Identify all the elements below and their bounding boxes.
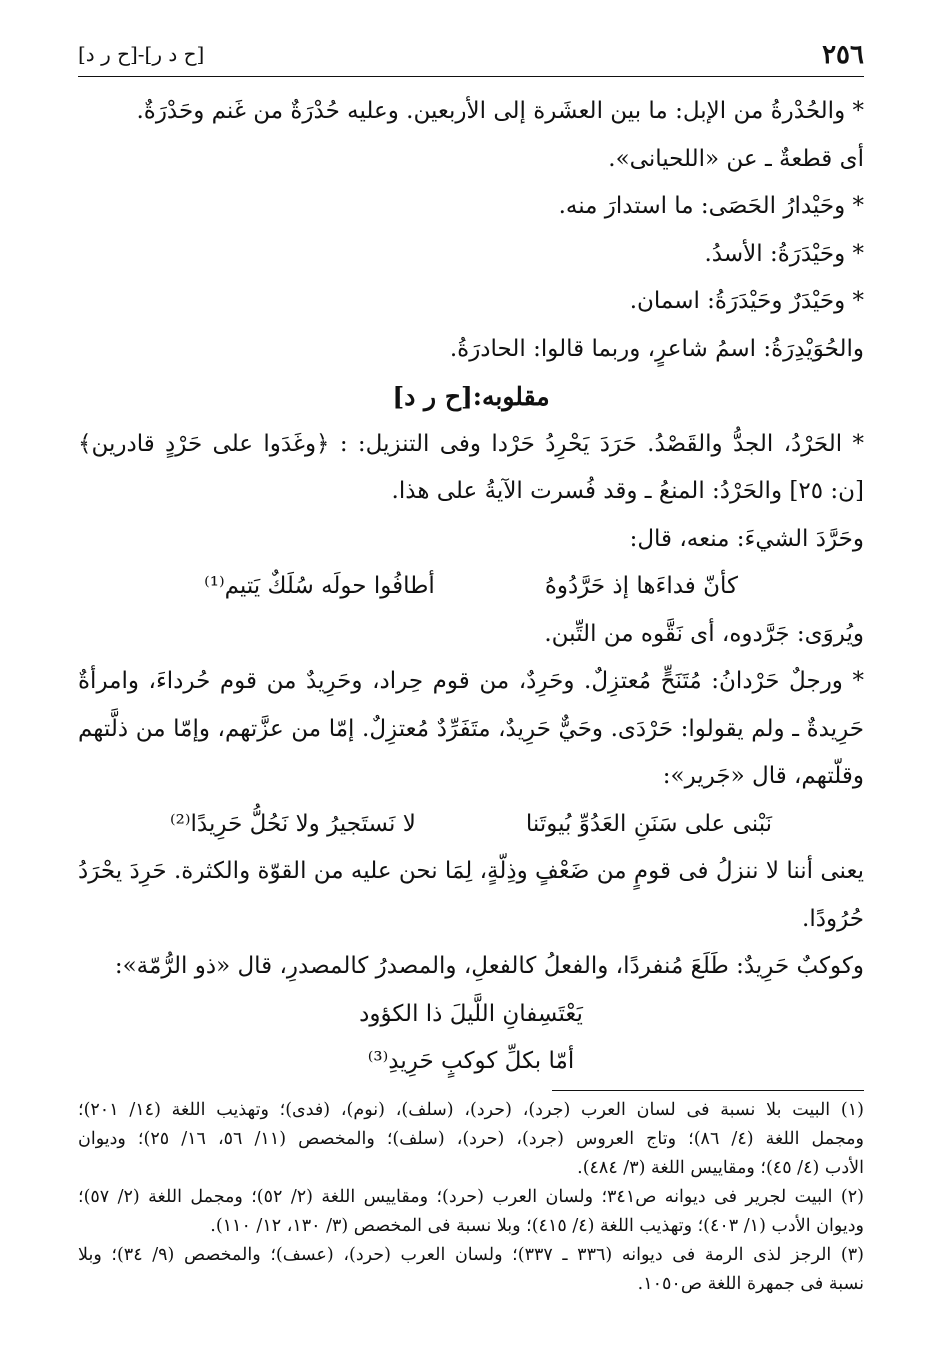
text-line: وكوكبٌ حَرِيدٌ: طَلَعَ مُنفردًا، والفعلُ كالفعلِ، والمصدرُ كالمصدرِ، قال «ذو الرُّمّة»: <box>114 953 864 979</box>
section-heading: مقلوبه:[ح ر د] <box>392 382 550 411</box>
footnote-line: (٣) الرجز لذى الرمة فى ديوانه (٣٣٦ ـ ٣٣٧)؛ ولسان العرب (حرد)، (عسف)؛ والمخصص (٩/ ٣٤)؛ وبلا <box>78 1245 864 1265</box>
text-line: وقلّتهم، قال «جَرير»: <box>662 763 864 789</box>
text-line: * وحَيْدارُ الحَصَى: ما استدارَ منه. <box>558 193 864 219</box>
text-line: * ورجلٌ حَرْدانُ: مُتَنَحٍّ مُعتزِلٌ. وحَرِدٌ، من قوم حِراد، وحَرِيدٌ من قوم حُرداءَ، وامرأةٌ <box>78 668 864 694</box>
poetry-verse <box>78 563 864 611</box>
page-number: ٢٥٦ <box>822 40 864 70</box>
rajaz-line <box>78 991 864 1039</box>
footnote-line: الأدب (٤/ ٤٥)؛ ومقاييس اللغة (٣/ ٤٨٤). <box>577 1158 864 1178</box>
text-line: أى قطعةٌ ـ عن «اللحيانى». <box>608 145 864 172</box>
verse-second-hemistich: أطافُوا حولَه سُلَكٌ يَتيم⁽¹⁾ <box>204 573 435 599</box>
text-line: [ن: ٢٥] والحَرْدُ: المنعُ ـ وقد فُسرت الآيةُ على هذا. <box>391 478 864 504</box>
verse-first-hemistich: نَبْنى على سَنَنِ العَدُوِّ بُيوتَنا <box>525 810 773 837</box>
rajaz-line <box>78 1038 864 1086</box>
text-line: * الحَرْدُ، الجدُّ والقَصْدُ. حَرَدَ يَحْرِدُ حَرْدا وفى التنزيل: : ﴿وغَدَوا على حَرْدٍ قادرين﴾ <box>78 430 864 457</box>
main-text <box>78 88 864 1086</box>
text-line: * والحُدْرةُ من الإبل: ما بين العشَرة إلى الأربعين. وعليه حُدْرَةٌ من غَنم وحَدْرَةٌ. <box>136 98 864 124</box>
rajaz-text: أمّا بكلِّ كوكبٍ حَرِيدِ⁽³⁾ <box>367 1048 575 1074</box>
page-header <box>78 36 864 77</box>
verse-first-hemistich: كأنّ فداءَها إذ حَرَّدُوهُ <box>544 573 738 599</box>
running-head: [ح د ر]-[ح ر د] <box>78 42 205 66</box>
rajaz-text: يَعْتَسِفانِ اللَّيلَ ذا الكؤود <box>359 1000 583 1027</box>
text-line: ويُروَى: جَرَّدوه، أى نَقَّوه من التِّبن. <box>544 620 864 647</box>
footnote-line: ومجمل اللغة (٤/ ٨٦)؛ وتاج العروس (جرد)، (حرد)، (سلف)؛ والمخصص (١١/ ٥٦، ١٦/ ٢٥)؛ وديوان <box>78 1129 864 1149</box>
footnote-divider <box>552 1090 864 1091</box>
text-line: حُرُودًا. <box>802 905 864 932</box>
footnotes <box>78 1096 864 1299</box>
text-line: وحَرَّدَ الشيءَ: منعه، قال: <box>629 525 864 552</box>
footnote-line: نسبة فى جمهرة اللغة ص١٠٥٠. <box>637 1274 864 1294</box>
footnote-line: (٢) البيت لجرير فى ديوانه ص٣٤١؛ ولسان العرب (حرد)؛ ومقاييس اللغة (٢/ ٥٢)؛ ومجمل اللغة (٢/ ٥٧)؛ <box>78 1187 864 1207</box>
text-line: * وحَيْدَرٌ وحَيْدَرَةُ: اسمان. <box>629 288 864 314</box>
verse-second-hemistich: لا نَستَجيرُ ولا نَحُلُّ حَرِيدًا⁽²⁾ <box>169 810 416 837</box>
footnote-line: وديوان الأدب (١/ ٤٠٣)؛ وتهذيب اللغة (٤/ ٤١٥)؛ وبلا نسبة فى المخصص (٣/ ١٣٠، ١٢/ ١١٠). <box>210 1216 864 1236</box>
footnote-line: (١) البيت بلا نسبة فى لسان العرب (جرد)، (حرد)، (سلف)، (نوم)، (فدى)؛ وتهذيب اللغة (١٤/ ٢٠١)؛ <box>78 1100 864 1120</box>
poetry-verse <box>78 801 864 849</box>
text-line: حَرِيدةٌ ـ ولم يقولوا: حَرْدَى. وحَيٌّ حَرِيدٌ، متَفَرِّدٌ مُعتزِلٌ. إمّا من عزَّتهم، وإمّا من ذلَّتهم <box>78 715 864 742</box>
text-line: يعنى أننا لا ننزلُ فى قومٍ من ضَعْفٍ وذِلّةٍ، لِمَا نحن عليه من القوّة والكثرة. حَرِدَ يحْرَدُ <box>78 858 864 884</box>
text-line: * وحَيْدَرَةُ: الأسدُ. <box>704 240 864 267</box>
text-line: والحُوَيْدِرَةُ: اسمُ شاعرٍ، وربما قالوا: الحادرَةُ. <box>449 335 864 362</box>
